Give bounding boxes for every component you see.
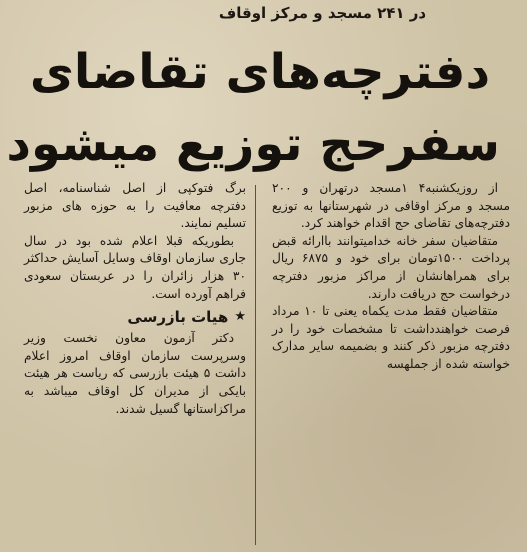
article-column-right [272, 180, 510, 374]
paragraph-payment: متقاضیان سفر خانه خدامیتوانند باارائه قبض پرداخت ۱۵۰۰تومان برای خود و ۶۸۷۵ ریال برای همراهانشان از مراکز مزبور دفترچه درخواست حج دریافت دارند. [272, 233, 510, 301]
paragraph-deadline: متقاضیان فقط مدت یکماه یعنی تا ۱۰ مرداد فرصت خواهندداشت تا مشخصات خود را در دفترچه مزبور ذکر کنند و بضمیمه سایر مدارک خواسته شده از جملهسه [272, 304, 510, 371]
paragraph-distribution: از روزیکشنبه۴ ۱مسجد درتهران و ۲۰۰ مسجد و مرکز اوقافی در شهرستانها به توزیع دفترچه‌های تقاضای حج اقدام خواهند کرد. [272, 181, 510, 231]
subheading-text: هیات بازرسی [127, 308, 229, 327]
headline-line-1: دفترچه‌های تقاضای [29, 44, 491, 100]
article-column-left [24, 180, 246, 418]
paragraph-documents: برگ فتوکپی از اصل شناسنامه، اصل دفترچه معافیت را به حوزه های مزبور تسلیم نمایند. [24, 181, 246, 231]
kicker-line: در ۲۴۱ مسجد و مرکز اوقاف [218, 4, 427, 22]
column-divider [255, 185, 256, 545]
subheading [24, 306, 246, 328]
star-icon: ★ [234, 309, 246, 325]
headline-line-2: سفرحج توزیع میشود [6, 116, 500, 172]
paragraph-capacity: بطوریکه قبلا اعلام شده بود در سال جاری سازمان اوقاف وسایل آسایش حداکثر ۳۰ هزار زائران را در عربستان سعودی فراهم آورده است. [24, 233, 246, 301]
paragraph-inspection: دکتر آزمون معاون نخست وزیر وسرپرست سازمان اوقاف امروز اعلام داشت ۵ هیئت بازرسی که ریاست هر هیئت بایکی از مدیران کل اوقاف میباشد به مراکزاستانها گسیل شدند. [24, 331, 246, 416]
